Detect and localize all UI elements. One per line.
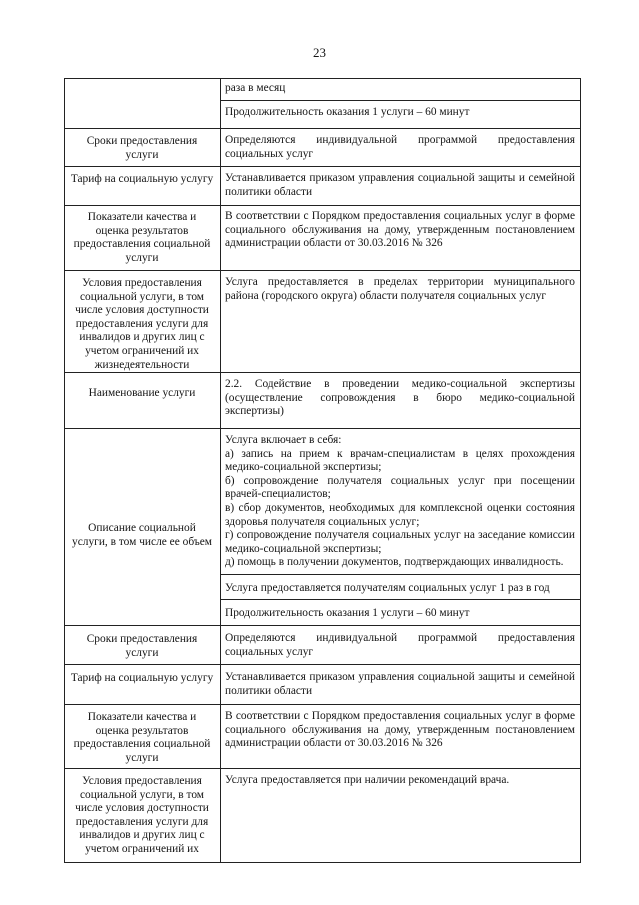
tariff-label: Тариф на социальную услугу bbox=[70, 672, 214, 684]
list-item: г) сопровождение получателя социальных услуг на заседание комиссии медико-социальной экспертизы; bbox=[225, 529, 575, 555]
table-rule bbox=[64, 704, 580, 705]
table-rule bbox=[64, 862, 580, 863]
quality-value: В соответствии с Порядком предоставления социальных услуг в форме социального обслуживания на дому, утвержденным постановлением администрации области от 30.03.2016 № 326 bbox=[225, 710, 575, 750]
tariff-value: Устанавливается приказом управления социальной защиты и семейной политики области bbox=[225, 671, 575, 697]
description-intro: Услуга включает в себя: bbox=[225, 434, 342, 446]
table-rule bbox=[64, 205, 580, 206]
duration-cell bbox=[220, 103, 580, 128]
tariff-value: Устанавливается приказом управления социальной защиты и семейной политики области bbox=[225, 172, 575, 198]
table-rule bbox=[64, 428, 580, 429]
quality-label: Показатели качества и оценка результатов предоставления социальной услуги bbox=[73, 211, 211, 264]
conditions-label: Условия предоставления социальной услуги, в том числе условия доступности предоставления услуги для инвалидов и других лиц с учетом ограничений их bbox=[75, 775, 209, 855]
frequency-text: Услуга предоставляется получателям социальных услуг 1 раз в год bbox=[225, 582, 550, 594]
table-rule bbox=[220, 100, 580, 101]
table-rule bbox=[580, 78, 581, 373]
frequency-cell bbox=[220, 79, 580, 100]
duration-text: Продолжительность оказания 1 услуги – 60 минут bbox=[225, 106, 470, 118]
table-rule bbox=[580, 372, 581, 863]
table-rule bbox=[220, 574, 580, 575]
frequency-cell bbox=[220, 579, 580, 599]
quality-label: Показатели качества и оценка результатов предоставления социальной услуги bbox=[73, 711, 211, 764]
duration-cell bbox=[220, 604, 580, 624]
terms-label: Сроки предоставления услуги bbox=[86, 633, 198, 659]
terms-value: Определяются индивидуальной программой предоставления социальных услуг bbox=[225, 134, 575, 160]
description-label: Описание социальной услуги, в том числе ее объем bbox=[72, 522, 212, 548]
list-item: б) сопровождение получателя социальных услуг при посещении врачей-специалистов; bbox=[225, 474, 575, 501]
table-rule bbox=[64, 128, 580, 129]
table-rule bbox=[220, 599, 580, 600]
service-name-value: 2.2. Содействие в проведении медико-социальной экспертизы (осуществление сопровождения в бюро медико-социальной экспертизы) bbox=[225, 378, 575, 418]
terms-value: Определяются индивидуальной программой предоставления социальных услуг bbox=[225, 632, 575, 658]
table-rule bbox=[64, 625, 580, 626]
terms-label: Сроки предоставления услуги bbox=[86, 135, 198, 161]
description-value bbox=[220, 431, 580, 573]
frequency-text: раза в месяц bbox=[225, 82, 286, 94]
service-name-label: Наименование услуги bbox=[88, 387, 196, 399]
quality-value: В соответствии с Порядком предоставления социальных услуг в форме социального обслуживания на дому, утвержденным постановлением администрации области от 30.03.2016 № 326 bbox=[225, 210, 575, 250]
list-item: д) помощь в получении документов, подтверждающих инвалидность. bbox=[225, 556, 564, 569]
list-item: а) запись на прием к врачам-специалистам в целях прохождения медико-социальной экспертизы; bbox=[225, 447, 575, 474]
table-rule bbox=[64, 270, 580, 271]
tariff-label: Тариф на социальную услугу bbox=[70, 173, 214, 185]
page-number: 23 bbox=[313, 45, 326, 60]
conditions-value: Услуга предоставляется при наличии рекомендаций врача. bbox=[225, 774, 510, 786]
list-item: в) сбор документов, необходимых для комплексной оценки состояния здоровья получателя социальных услуг; bbox=[225, 501, 575, 528]
conditions-label: Условия предоставления социальной услуги, в том числе условия доступности предоставления услуги для инвалидов и других лиц с учетом ограничений их жизнедеятельности bbox=[75, 277, 209, 371]
conditions-value: Услуга предоставляется в пределах территории муниципального района (городского округа) области получателя социальных услуг bbox=[225, 276, 575, 302]
duration-text: Продолжительность оказания 1 услуги – 60 минут bbox=[225, 607, 470, 619]
